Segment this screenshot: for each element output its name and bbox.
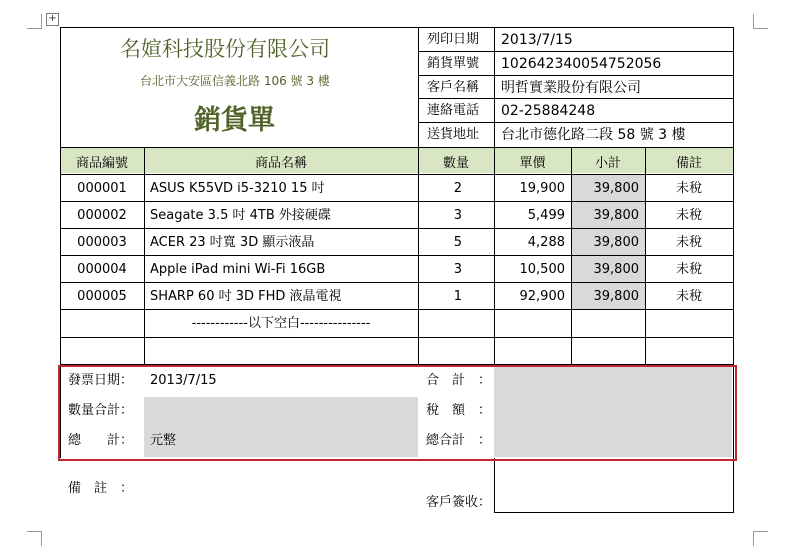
item-name[interactable]: ACER 23 吋寬 3D 顯示液晶 [150,235,315,250]
item-note[interactable]: 未稅 [675,262,702,277]
item-subtotal[interactable]: 39,800 [593,208,639,223]
invoice-date-value[interactable]: 2013/7/15 [150,373,217,388]
item-note[interactable]: 未稅 [675,289,702,304]
item-code[interactable]: 000003 [77,235,127,250]
info-label-print-date: 列印日期 [427,32,480,47]
grand-total-value[interactable]: 元整 [150,433,177,448]
info-label-address: 送貨地址 [427,127,480,142]
item-price[interactable]: 92,900 [519,289,565,304]
remark-label: 備 註 ： [68,481,134,496]
item-subtotal[interactable]: 39,800 [593,262,639,277]
item-name[interactable]: ASUS K55VD i5-3210 15 吋 [150,181,325,196]
item-price[interactable]: 5,499 [527,208,565,223]
sum-label: 合 計 ： [426,373,492,388]
table-move-handle[interactable]: + [46,13,59,26]
item-subtotal[interactable]: 39,800 [593,181,639,196]
item-code[interactable]: 000002 [77,208,127,223]
item-subtotal[interactable]: 39,800 [593,235,639,250]
summary-highlight-box [58,365,737,461]
column-header-note: 備註 [675,156,702,171]
crop-mark-top-left [27,14,42,29]
item-code[interactable]: 000004 [77,262,127,277]
item-code[interactable]: 000001 [77,181,127,196]
tax-label: 稅 額 ： [426,403,492,418]
item-name[interactable]: SHARP 60 吋 3D FHD 液晶電視 [150,289,342,304]
info-value-order-no[interactable]: 102642340054752056 [501,56,662,72]
item-code[interactable]: 000005 [77,289,127,304]
crop-mark-bottom-left [27,531,42,546]
info-value-phone[interactable]: 02-25884248 [501,103,596,119]
company-address: 台北市大安區信義北路 106 號 3 樓 [140,74,330,88]
column-header-name: 商品名稱 [254,156,307,171]
column-header-code: 商品編號 [75,156,128,171]
info-label-order-no: 銷貨單號 [427,56,480,71]
info-label-phone: 連絡電話 [427,103,480,118]
item-note[interactable]: 未稅 [675,208,702,223]
item-price[interactable]: 4,288 [527,235,565,250]
total-label: 總合計 ： [426,433,492,448]
item-price[interactable]: 19,900 [519,181,565,196]
item-qty[interactable]: 2 [453,181,462,196]
item-qty[interactable]: 5 [453,235,462,250]
empty-marker: ------------以下空白--------------- [191,316,371,331]
crop-mark-bottom-right [753,531,768,546]
sign-label: 客戶簽收： [426,495,492,510]
item-qty[interactable]: 1 [453,289,462,304]
item-qty[interactable]: 3 [453,208,462,223]
column-header-price: 單價 [519,156,546,171]
info-value-customer[interactable]: 明哲實業股份有限公司 [501,80,641,96]
item-name[interactable]: Apple iPad mini Wi-Fi 16GB [150,262,326,277]
item-price[interactable]: 10,500 [519,262,565,277]
info-value-print-date[interactable]: 2013/7/15 [501,32,573,48]
grand-total-label: 總 計： [68,433,134,448]
info-value-address[interactable]: 台北市德化路二段 58 號 3 樓 [501,127,686,143]
invoice-date-label: 發票日期： [68,373,134,388]
item-name[interactable]: Seagate 3.5 吋 4TB 外接硬碟 [150,208,331,223]
column-header-subtotal: 小計 [594,156,621,171]
qty-total-label: 數量合計： [68,403,134,418]
item-note[interactable]: 未稅 [675,235,702,250]
crop-mark-top-right [753,14,768,29]
document-title: 銷貨單 [194,105,275,136]
item-subtotal[interactable]: 39,800 [593,289,639,304]
item-note[interactable]: 未稅 [675,181,702,196]
info-label-customer: 客戶名稱 [427,80,480,95]
item-qty[interactable]: 3 [453,262,462,277]
company-name: 名媗科技股份有限公司 [120,37,330,61]
column-header-qty: 數量 [442,156,469,171]
